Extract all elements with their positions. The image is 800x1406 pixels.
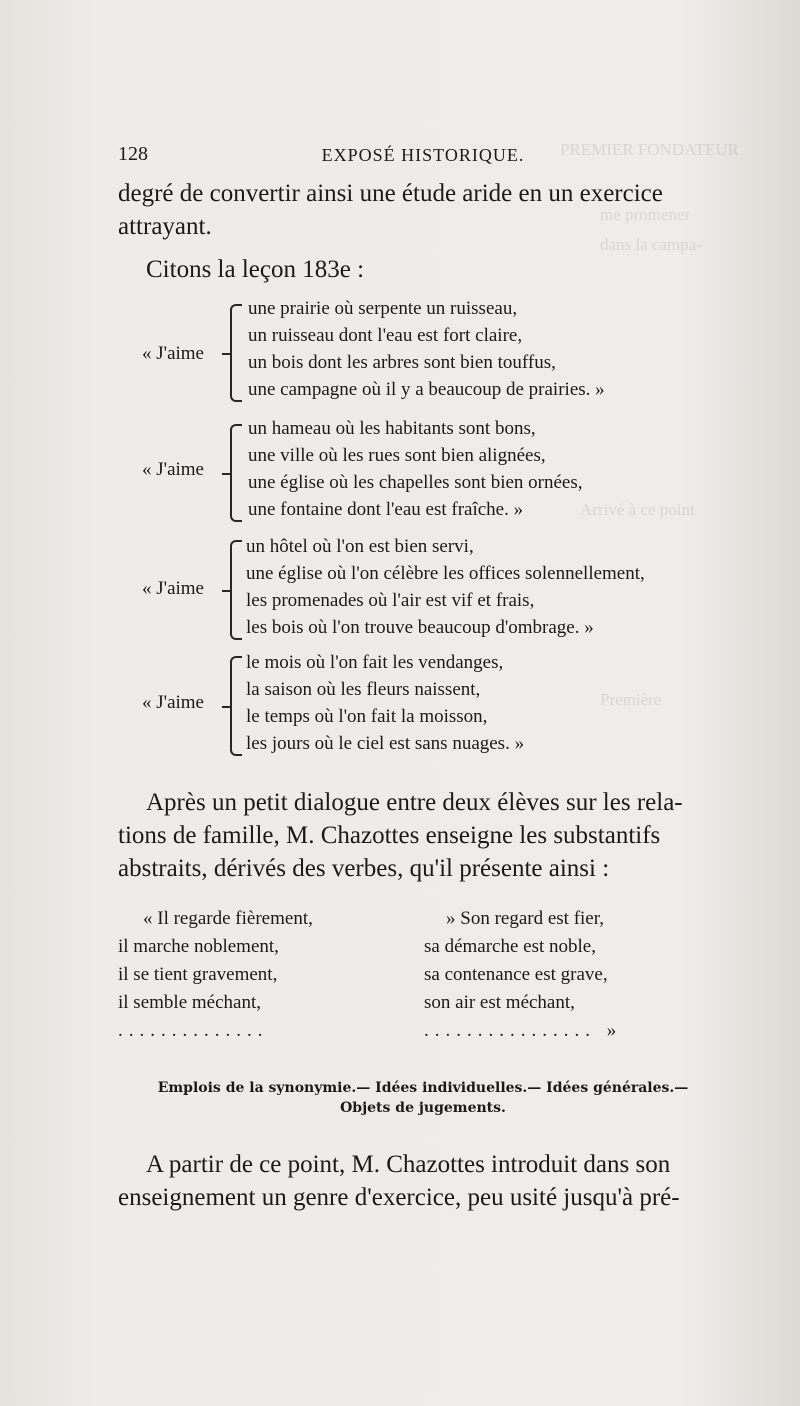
- paragraph-line: Après un petit dialogue entre deux élèves sur les rela-: [146, 789, 683, 816]
- intro-line: degré de convertir ainsi une étude aride en un exercice: [118, 180, 663, 207]
- verse-line: les bois où l'on trouve beaucoup d'ombrage. »: [246, 617, 594, 638]
- show-through-text: Première: [600, 690, 662, 709]
- brace: [230, 656, 242, 756]
- verse-line: le temps où l'on fait la moisson,: [246, 706, 488, 727]
- lesson-heading: Citons la leçon 183e :: [146, 256, 365, 283]
- ellipsis-row: ................ »: [424, 1020, 623, 1041]
- verse-line: la saison où les fleurs naissent,: [246, 679, 481, 700]
- page-number: 128: [118, 143, 148, 165]
- example-right: sa contenance est grave,: [424, 964, 608, 985]
- verse-line: une église où les chapelles sont bien ornées,: [248, 472, 583, 493]
- verse-line: une fontaine dont l'eau est fraîche. »: [248, 499, 524, 520]
- verse-line: un hameau où les habitants sont bons,: [248, 418, 536, 439]
- verse-line: une église où l'on célèbre les offices solennellement,: [246, 563, 645, 584]
- running-title: EXPOSÉ HISTORIQUE.: [321, 145, 525, 165]
- jaime-label: « J'aime: [142, 692, 204, 713]
- verse-line: une ville où les rues sont bien alignées,: [248, 445, 546, 466]
- jaime-label: « J'aime: [142, 578, 204, 599]
- section-heading: Objets de jugements.: [340, 1100, 506, 1116]
- verse-line: une prairie où serpente un ruisseau,: [248, 298, 518, 319]
- brace: [230, 304, 242, 402]
- verse-line: le mois où l'on fait les vendanges,: [246, 652, 504, 673]
- show-through-text: PREMIER FONDATEUR: [560, 140, 739, 159]
- example-right: sa démarche est noble,: [424, 936, 596, 957]
- jaime-label: « J'aime: [142, 459, 204, 480]
- paragraph-line: abstraits, dérivés des verbes, qu'il présente ainsi :: [118, 855, 610, 882]
- example-left: il marche noblement,: [118, 936, 279, 957]
- page-header: [118, 143, 728, 173]
- verse-line: les jours où le ciel est sans nuages. »: [246, 733, 525, 754]
- jaime-label: « J'aime: [142, 343, 204, 364]
- verse-line: un bois dont les arbres sont bien touffus,: [248, 352, 556, 373]
- section-heading: Emplois de la synonymie.— Idées individuelles.— Idées générales.—: [157, 1080, 689, 1096]
- paragraph-line: enseignement un genre d'exercice, peu usité jusqu'à pré-: [118, 1184, 680, 1211]
- verse-line: une campagne où il y a beaucoup de prairies. »: [248, 379, 605, 400]
- show-through-text: me promener: [600, 205, 691, 224]
- verse-line: un hôtel où l'on est bien servi,: [246, 536, 474, 557]
- example-left: il se tient gravement,: [118, 964, 278, 985]
- intro-line: attrayant.: [118, 213, 212, 240]
- example-right: » Son regard est fier,: [446, 908, 605, 929]
- show-through-text: Arrivé à ce point: [580, 500, 695, 519]
- paragraph-line: tions de famille, M. Chazottes enseigne les substantifs: [118, 822, 661, 849]
- example-right: son air est méchant,: [424, 992, 575, 1013]
- ellipsis-row: ..............: [118, 1020, 269, 1041]
- verse-line: les promenades où l'air est vif et frais,: [246, 590, 535, 611]
- brace: [230, 540, 242, 640]
- example-left: « Il regarde fièrement,: [143, 908, 313, 929]
- example-left: il semble méchant,: [118, 992, 261, 1013]
- show-through-text: dans la campa-: [600, 235, 702, 254]
- brace: [230, 424, 242, 522]
- paragraph-line: A partir de ce point, M. Chazottes introduit dans son: [146, 1151, 671, 1178]
- verse-line: un ruisseau dont l'eau est fort claire,: [248, 325, 523, 346]
